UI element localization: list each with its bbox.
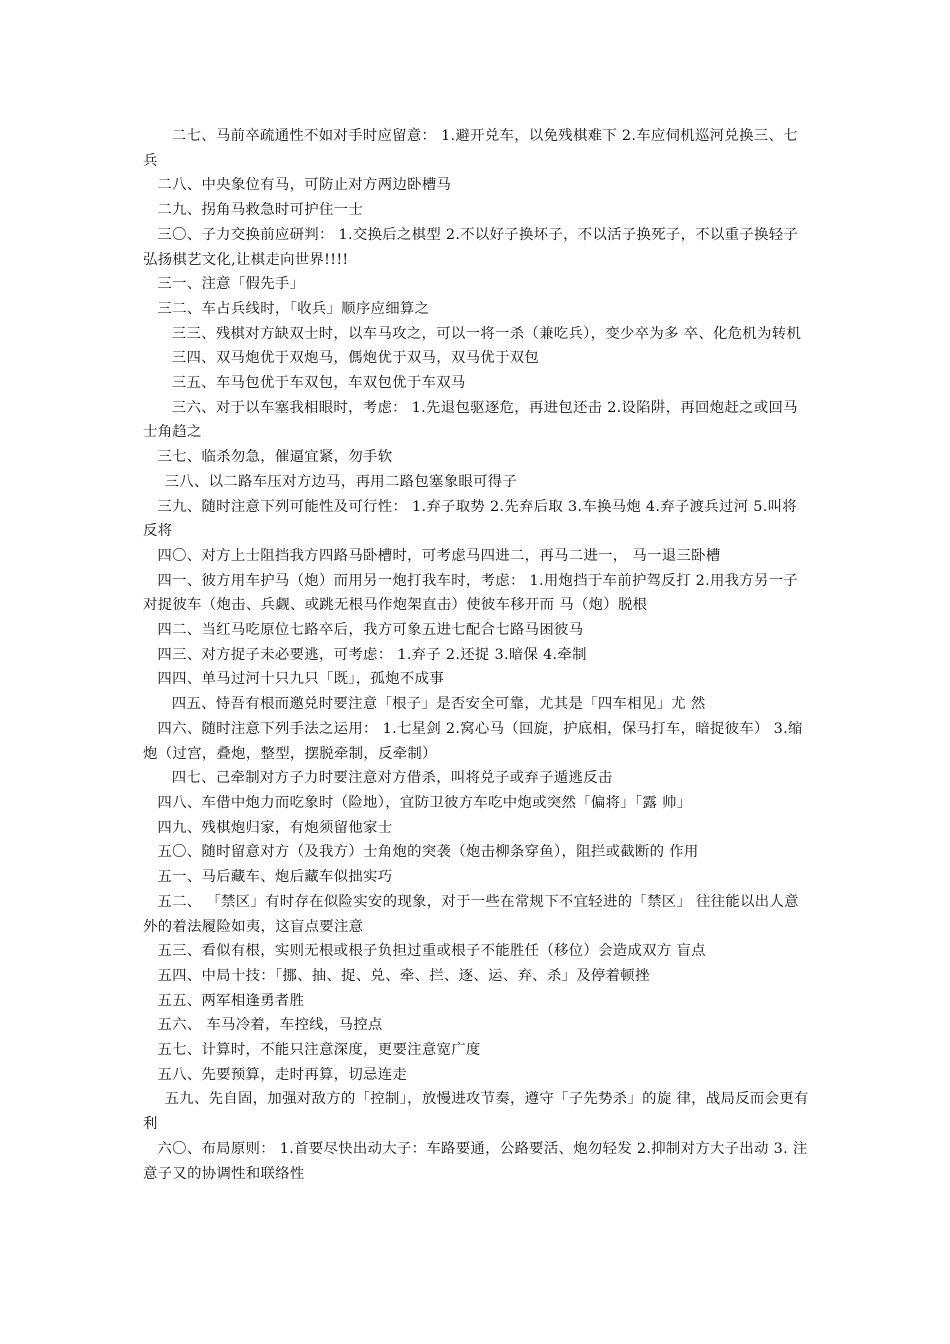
paragraph: 三六、对于以车塞我相眼时，考虑： 1.先退包驱逐危，再进包还击 2.设陷阱，再回炮赶之或回马士角趋之 bbox=[143, 399, 798, 441]
paragraph: 六〇、布局原则： 1.首要尽快出动大子：车路要通，公路要活、炮勿轻发 2.抑制对方大子出动 3. 注意子又的协调性和联络性 bbox=[143, 1140, 808, 1182]
paragraph: 三五、车马包优于车双包，车双包优于车双马 bbox=[171, 375, 466, 392]
paragraph: 五〇、随时留意对方（及我方）士角炮的突袭（炮击柳条穿鱼），阻拦或截断的 作用 bbox=[157, 844, 699, 861]
paragraph: 三七、临杀勿急，催逼宜紧，勿手软 bbox=[157, 449, 393, 466]
paragraph: 五七、计算时，不能只注意深度，更要注意宽广度 bbox=[157, 1042, 481, 1059]
paragraph: 五八、先要预算，走时再算，切忌连走 bbox=[157, 1066, 408, 1083]
paragraph: 四〇、对方上士阻挡我方四路马卧槽时，可考虑马四进二，再马二进一， 马一退三卧槽 bbox=[157, 547, 721, 564]
paragraph: 四四、单马过河十只九只「既」，孤炮不成事 bbox=[157, 671, 445, 688]
paragraph: 三二、车占兵线时，「收兵」顺序应细算之 bbox=[157, 300, 430, 317]
paragraph: 五一、马后藏车、炮后藏车似拙实巧 bbox=[157, 869, 393, 886]
paragraph: 三九、随时注意下列可能性及可行性： 1.弃子取势 2.先弃后取 3.车换马炮 4.弃子渡兵过河 5.叫将反将 bbox=[143, 498, 797, 540]
paragraph: 三八、以二路车压对方边马，再用二路包塞象眼可得子 bbox=[164, 473, 518, 490]
paragraph: 四五、恃吾有根而邀兑时要注意「根子」是否安全可靠，尤其是「四车相见」尤 然 bbox=[171, 696, 706, 713]
paragraph: 四九、残棋炮归家，有炮须留他家士 bbox=[157, 819, 393, 836]
paragraph: 四二、当红马吃原位七路卒后，我方可象五进七配合七路马困彼马 bbox=[157, 622, 584, 639]
paragraph: 五九、先自固，加强对敌方的「控制」，放慢进攻节奏，遵守「子先势杀」的旋 律，战局反而会更有利 bbox=[143, 1091, 809, 1133]
paragraph: 四三、对方捉子未必要逃，可考虑： 1.弃子 2.还捉 3.暗保 4.牵制 bbox=[157, 646, 587, 663]
paragraph: 三三、残棋对方缺双士时，以车马攻之，可以一将一杀（兼吃兵），变少卒为多 卒、化危机为转机 bbox=[171, 325, 802, 342]
paragraph: 五三、看似有根，实则无根或根子负担过重或根子不能胜任（移位）会造成双方 盲点 bbox=[157, 943, 706, 960]
paragraph: 五五、两军相逢勇者胜 bbox=[157, 992, 305, 1009]
document-body bbox=[143, 124, 811, 1186]
paragraph: 二九、拐角马救急时可护住一士 bbox=[157, 202, 364, 219]
paragraph: 三〇、子力交换前应研判： 1.交换后之棋型 2.不以好子换坏子，不以活子换死子，不以重子换轻子 弘扬棋艺文化,让棋走向世界!!!! bbox=[143, 226, 799, 268]
paragraph: 五四、中局十技：「挪、抽、捉、兑、牵、拦、逐、运、弃、杀」及停着顿挫 bbox=[157, 967, 650, 984]
paragraph: 四一、彼方用车护马（炮）而用另一炮打我车时，考虑： 1.用炮挡于车前护驾反打 2.用我方另一子对捉彼车（炮击、兵觑、或跳无根马作炮架直击）使彼车移开而 马（炮）脱根 bbox=[143, 572, 799, 614]
paragraph: 三一、注意「假先手」 bbox=[157, 276, 305, 293]
paragraph: 二八、中央象位有马，可防止对方两边卧槽马 bbox=[157, 177, 452, 194]
paragraph: 五六、 车马冷着，车控线，马控点 bbox=[157, 1017, 383, 1034]
paragraph: 五二、 「禁区」有时存在似险实安的现象，对于一些在常规下不宜轻进的「禁区」 往往能以出人意外的着法履险如夷，这盲点要注意 bbox=[143, 893, 799, 935]
paragraph: 四六、随时注意下列手法之运用： 1.七星剑 2.窝心马（回旋，护底相，保马打车，暗捉彼车） 3.缩炮（过宫，叠炮，整型，摆脱牵制，反牵制） bbox=[143, 720, 803, 762]
paragraph: 四七、己牵制对方子力时要注意对方借杀，叫将兑子或弃子遁逃反击 bbox=[171, 770, 613, 787]
paragraph: 二七、马前卒疏通性不如对手时应留意： 1.避开兑车，以免残棋难下 2.车应伺机巡河兑换三、七兵 bbox=[143, 128, 798, 169]
paragraph: 四八、车借中炮力而吃象时（险地），宜防卫彼方车吃中炮或突然「偏将」「露 帅」 bbox=[157, 794, 692, 811]
paragraph: 三四、双马炮优于双炮马，傌炮优于双马，双马优于双包 bbox=[171, 350, 540, 367]
